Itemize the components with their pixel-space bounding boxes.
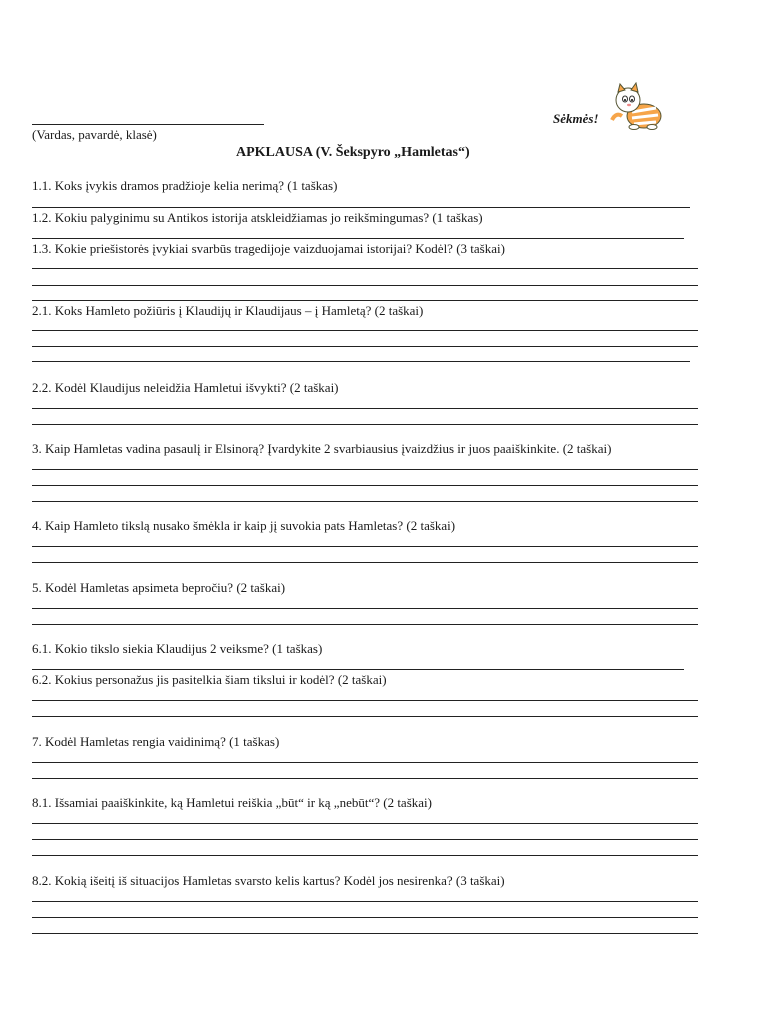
question-text: 7. Kodėl Hamletas rengia vaidinimą? (1 taškas) — [32, 734, 280, 749]
answer-line[interactable] — [32, 917, 698, 918]
page-title: APKLAUSA (V. Šekspyro „Hamletas“) — [236, 145, 470, 160]
answer-line[interactable] — [32, 207, 690, 208]
question-text: 2.2. Kodėl Klaudijus neleidžia Hamletui išvykti? (2 taškai) — [32, 380, 339, 395]
answer-line[interactable] — [32, 501, 698, 502]
answer-line[interactable] — [32, 238, 684, 239]
answer-line[interactable] — [32, 424, 698, 425]
answer-line[interactable] — [32, 546, 698, 547]
question-text: 3. Kaip Hamletas vadina pasaulį ir Elsinorą? Įvardykite 2 svarbiausius įvaizdžius ir juos paaiškinkite. (2 taškai) — [32, 441, 612, 456]
answer-line[interactable] — [32, 268, 698, 269]
good-luck-text: Sėkmės! — [553, 111, 599, 126]
question-text: 1.2. Kokiu palyginimu su Antikos istorija atskleidžiamas jo reikšmingumas? (1 taškas) — [32, 210, 483, 225]
answer-line[interactable] — [32, 762, 698, 763]
answer-line[interactable] — [32, 300, 698, 301]
question-text: 8.2. Kokią išeitį iš situacijos Hamletas svarsto kelis kartus? Kodėl jos nesirenka? (3 taškai) — [32, 873, 505, 888]
question-text: 2.1. Koks Hamleto požiūris į Klaudijų ir Klaudijaus – į Hamletą? (2 taškai) — [32, 303, 424, 318]
answer-line[interactable] — [32, 716, 698, 717]
answer-line[interactable] — [32, 361, 690, 362]
answer-line[interactable] — [32, 839, 698, 840]
question-text: 1.3. Kokie priešistorės įvykiai svarbūs tragedijoje vaizduojamai istorijai? Kodėl? (3 taškai) — [32, 241, 505, 256]
answer-line[interactable] — [32, 933, 698, 934]
answer-line[interactable] — [32, 346, 698, 347]
answer-line[interactable] — [32, 778, 698, 779]
question-text: 4. Kaip Hamleto tikslą nusako šmėkla ir kaip jį suvokia pats Hamletas? (2 taškai) — [32, 518, 456, 533]
answer-line[interactable] — [32, 669, 684, 670]
cat-icon — [608, 82, 664, 130]
answer-line[interactable] — [32, 823, 698, 824]
answer-line[interactable] — [32, 408, 698, 409]
answer-line[interactable] — [32, 700, 698, 701]
answer-line[interactable] — [32, 855, 698, 856]
question-text: 6.1. Kokio tikslo siekia Klaudijus 2 veiksme? (1 taškas) — [32, 641, 323, 656]
answer-line[interactable] — [32, 562, 698, 563]
answer-line[interactable] — [32, 624, 698, 625]
question-text: 8.1. Išsamiai paaiškinkite, ką Hamletui reiškia „būt“ ir ką „nebūt“? (2 taškai) — [32, 795, 432, 810]
question-text: 1.1. Koks įvykis dramos pradžioje kelia nerimą? (1 taškas) — [32, 178, 338, 193]
question-text: 5. Kodėl Hamletas apsimeta bepročiu? (2 taškai) — [32, 580, 286, 595]
answer-line[interactable] — [32, 469, 698, 470]
answer-line[interactable] — [32, 285, 698, 286]
answer-line[interactable] — [32, 901, 698, 902]
answer-line[interactable] — [32, 608, 698, 609]
name-caption: (Vardas, pavardė, klasė) — [32, 127, 157, 142]
question-text: 6.2. Kokius personažus jis pasitelkia šiam tikslui ir kodėl? (2 taškai) — [32, 672, 387, 687]
answer-line[interactable] — [32, 485, 698, 486]
answer-line[interactable] — [32, 330, 698, 331]
name-line[interactable] — [32, 124, 264, 125]
